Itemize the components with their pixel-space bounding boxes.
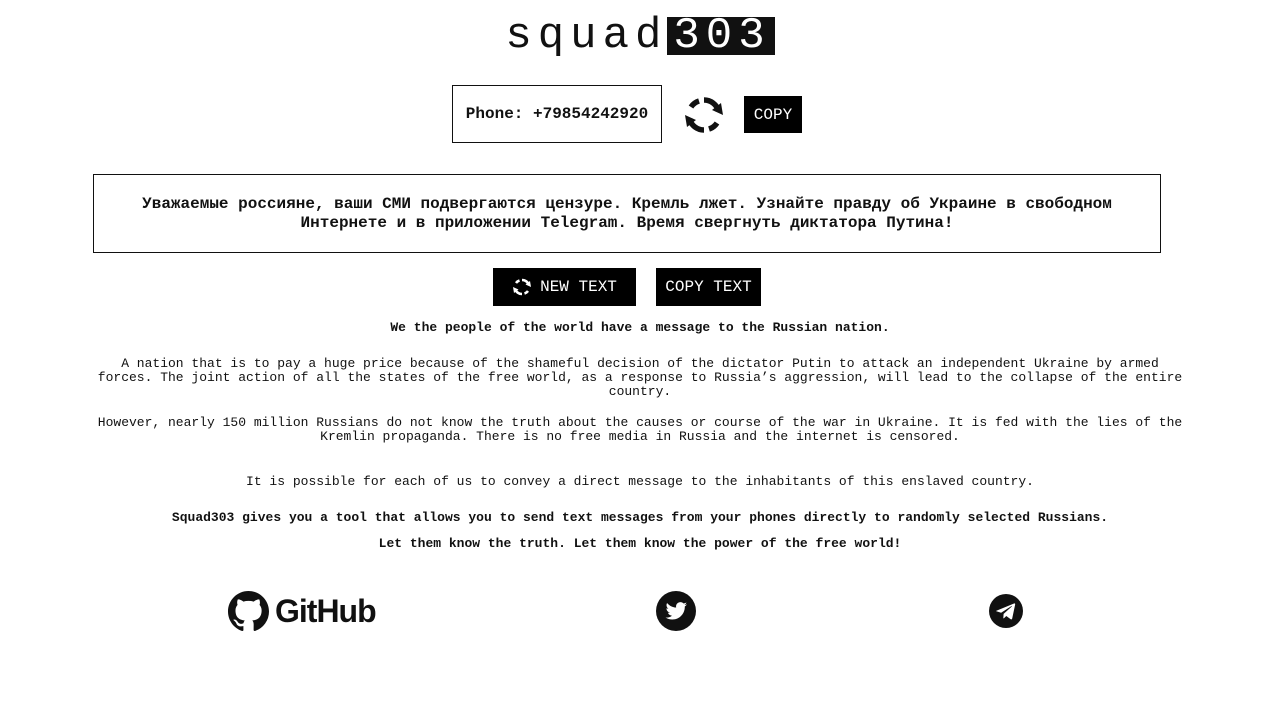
github-icon xyxy=(228,591,269,632)
logo-text-303: 303 xyxy=(667,17,774,55)
logo-text-squad: squad xyxy=(505,11,668,61)
twitter-icon[interactable] xyxy=(656,591,696,631)
info-tool-statement: Squad303 gives you a tool that allows you to send text messages from your phones directly to randomly selected Russians. xyxy=(171,510,1109,525)
new-text-label: NEW TEXT xyxy=(540,278,617,296)
info-paragraph-2: However, nearly 150 million Russians do not know the truth about the causes or course of the war in Ukraine. It is fed with the lies of the Kremlin propaganda. There is no free media in Russia and the internet is censored. xyxy=(97,415,1183,444)
github-link[interactable] xyxy=(228,590,376,632)
refresh-small-icon xyxy=(512,277,532,297)
social-links xyxy=(0,590,1280,634)
phone-number-display: Phone: +79854242920 xyxy=(452,85,662,143)
info-heading: We the people of the world have a message to the Russian nation. xyxy=(390,320,890,335)
refresh-icon[interactable] xyxy=(683,94,725,136)
info-paragraph-3: It is possible for each of us to convey a direct message to the inhabitants of this enslaved country. xyxy=(246,474,1034,489)
copy-phone-button[interactable]: COPY xyxy=(744,96,802,133)
github-wordmark: GitHub xyxy=(275,592,376,629)
telegram-icon[interactable] xyxy=(989,594,1023,628)
site-logo xyxy=(0,11,1280,61)
info-paragraph-1: A nation that is to pay a huge price because of the shameful decision of the dictator Putin to attack an independent Ukraine by armed forces. The joint action of all the states of the free world, as a response to Russia’s aggression, will lead to the collapse of the entire country. xyxy=(97,356,1183,399)
message-text-box: Уважаемые россияне, ваши СМИ подвергаются цензуре. Кремль лжет. Узнайте правду об Украине в свободном Интернете и в приложении Telegram. Время свергнуть диктатора Путина! xyxy=(93,174,1161,253)
copy-text-button[interactable]: COPY TEXT xyxy=(656,268,761,306)
phone-row xyxy=(0,85,1280,145)
new-text-button[interactable] xyxy=(493,268,636,306)
info-closing: Let them know the truth. Let them know the power of the free world! xyxy=(378,536,902,551)
text-action-row xyxy=(0,268,1280,306)
